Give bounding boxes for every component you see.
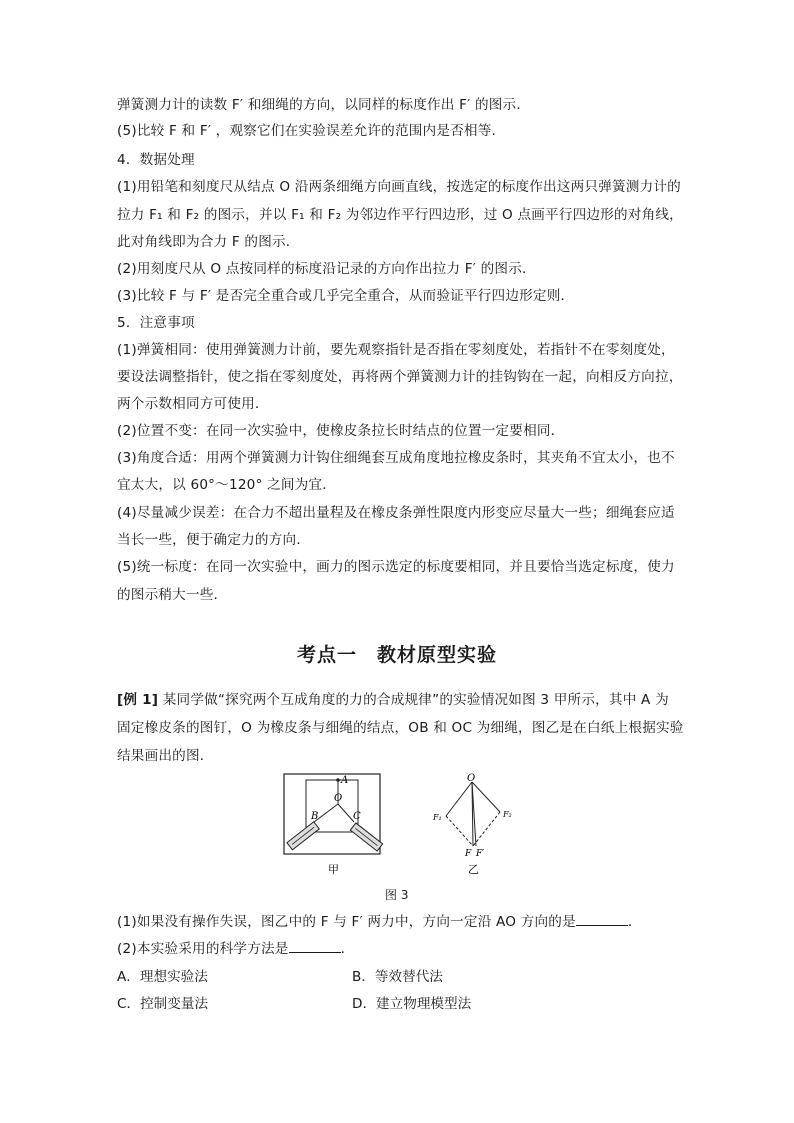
label-C: C: [353, 811, 361, 822]
text-line: 的图示稍大一些．: [117, 587, 228, 603]
text-line: 宜太大，以 60°～120° 之间为宜．: [117, 477, 337, 493]
text-line: (5)比较 F 和 F′ ，观察它们在实验误差允许的范围内是否相等．: [117, 123, 506, 139]
text-line: 拉力 F₁ 和 F₂ 的图示，并以 F₁ 和 F₂ 为邻边作平行四边形，过 O 点画平行四边形的对角线，: [117, 207, 683, 223]
answer-blank-2[interactable]: [289, 952, 341, 953]
experiment-figure: [280, 770, 540, 910]
figure-label-left: 甲: [328, 863, 339, 876]
text-line: (2)位置不变：在同一次实验中，使橡皮条拉长时结点的位置一定要相同．: [117, 423, 565, 439]
label-O-2: O: [467, 773, 476, 784]
option-b[interactable]: B．等效替代法: [352, 969, 443, 985]
label-F2: F₂: [503, 810, 512, 819]
text-line: (2)用刻度尺从 O 点按同样的标度沿记录的方向作出拉力 F′ 的图示．: [117, 261, 536, 277]
apparatus-diagram: [284, 774, 383, 854]
example-line-1: [117, 690, 669, 710]
label-A: A: [341, 775, 349, 786]
label-B: B: [311, 811, 319, 822]
figure-caption: 图 3: [385, 888, 409, 902]
question-2-end: ．: [340, 941, 355, 957]
option-d[interactable]: D．建立物理模型法: [352, 996, 472, 1012]
example-line-3: 结果画出的图．: [117, 748, 214, 764]
text-line: 此对角线即为合力 F 的图示．: [117, 234, 300, 250]
text-line: (5)统一标度：在同一次实验中，画力的图示选定的标度要相同，并且要恰当选定标度，使力: [117, 559, 675, 575]
text-line: (4)尽量减少误差：在合力不超出量程及在橡皮条弹性限度内形变应尽量大一些；细绳套应适: [117, 505, 675, 521]
label-F1: F₁: [433, 813, 442, 822]
question-1-end: ．: [627, 914, 642, 930]
question-1: [117, 912, 642, 932]
option-a[interactable]: A．理想实验法: [117, 969, 208, 985]
text-line: 弹簧测力计的读数 F′ 和细绳的方向，以同样的标度作出 F′ 的图示．: [117, 97, 531, 113]
example-line-2: 固定橡皮条的图钉，O 为橡皮条与细绳的结点，OB 和 OC 为细绳，图乙是在白纸上根据实验: [117, 720, 684, 736]
text-line: (3)角度合适：用两个弹簧测力计钩住细绳套互成角度地拉橡皮条时，其夹角不宜太小，也不: [117, 450, 675, 466]
question-1-text: (1)如果没有操作失误，图乙中的 F 与 F′ 两力中，方向一定沿 AO 方向的是: [117, 914, 576, 930]
text-line: 当长一些，便于确定力的方向．: [117, 532, 311, 548]
figure-label-right: 乙: [468, 863, 479, 876]
text-line: (1)用铅笔和刻度尺从结点 O 沿两条细绳方向画直线，按选定的标度作出这两只弹簧测力计的: [117, 179, 681, 195]
question-2: [117, 939, 354, 959]
section-title-notes: 5．注意事项: [117, 315, 195, 331]
force-parallelogram-diagram: [432, 773, 512, 859]
text-line: (1)弹簧相同：使用弹簧测力计前，要先观察指针是否指在零刻度处，若指针不在零刻度处，: [117, 342, 675, 358]
example-tag: [例 1]: [117, 692, 159, 708]
option-c[interactable]: C．控制变量法: [117, 996, 209, 1012]
text-line: 两个示数相同方可使用．: [117, 396, 269, 412]
text-line: (3)比较 F 与 F′ 是否完全重合或几乎完全重合，从而验证平行四边形定则．: [117, 288, 575, 304]
text-line: 要设法调整指针，使之指在零刻度处，再将两个弹簧测力计的挂钩钩在一起，向相反方向拉，: [117, 369, 683, 385]
answer-blank-1[interactable]: [576, 925, 628, 926]
label-O: O: [334, 793, 343, 804]
question-2-text: (2)本实验采用的科学方法是: [117, 941, 289, 957]
label-F: F: [465, 849, 472, 859]
section-title-data: 4．数据处理: [117, 152, 195, 168]
example-text: 某同学做“探究两个互成角度的力的合成规律”的实验情况如图 3 甲所示，其中 A 为: [162, 692, 669, 708]
label-F-prime: F′: [476, 849, 485, 859]
section-heading: 考点一 教材原型实验: [296, 644, 497, 666]
